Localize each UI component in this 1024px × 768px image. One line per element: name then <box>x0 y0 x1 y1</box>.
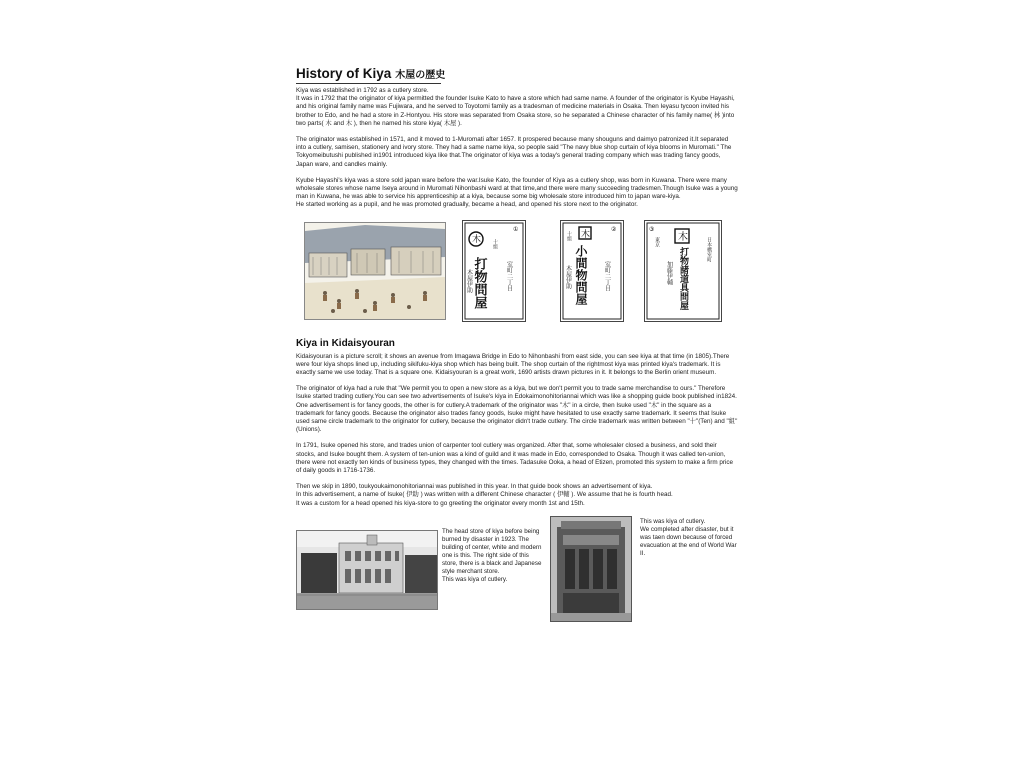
ad-name: 木屋伊助 <box>465 268 473 293</box>
section-paragraph: Kidaisyouran is a picture scroll; it shows an avenue from Imagawa Bridge in Edo to Nihonbashi from east side, you can see kiya at that time (in 1805).There were four kiya shops lined up, including sikifuku-kiya shop which has being built. The shop curtain of the rightmost kiya was printed kiya's trademark. It is exactly same we use today. That is a square one. Kidaisyouran is a great work, 1690 artists drawn pictures in it. It belongs to the Berlin orient museum. <box>296 352 730 377</box>
ad-address: 室町二丁目 <box>603 260 611 291</box>
advertisement-1890 <box>644 220 722 322</box>
document-page <box>296 66 738 626</box>
ad-number: ③ <box>649 225 655 233</box>
historical-images-row <box>296 218 738 330</box>
ad-union: 十組 <box>566 230 572 241</box>
section-paragraph: The originator of kiya had a rule that "We permit you to open a new store as a kiya, but we don't permit you to trade same merchandise to ours." Therefore Isuke started trading cutlery.You can see two advertisements of Isuke's kiya in Edokaimonohitoriannai which was like a shopping guide book published in1824. One advertisement is for fancy goods, the other is for cutlery.A trademark of the originator was "木" in a circle, then Isuke used "木" in the square as a trademark for fancy goods. Because the originator also trades fancy goods, Isuke might have hesitated to use exactly same trademark. It seems that Isuke used same circle trademark to the originator for cutlery, because the originator didn't trade cutlery. The circle trademark was written between "十"(Ten) and "組"(Unions). <box>296 385 738 434</box>
ad-heading: 小間物問屋 <box>574 244 588 305</box>
store-photos-row <box>296 516 738 626</box>
advertisement-cutlery-1824 <box>462 220 526 322</box>
ad-heading: 打物問屋 <box>471 256 487 309</box>
intro-paragraph: Kyube Hayashi's kiya was a store sold japan ware before the war.Isuke Kato, the founder of Kiya as a cutlery shop, was born in Kuwana. There were many wholesale stores whose name Iseya around in Muromati Nihonbashi ward at that time,and there were many succeeding tradesmen.Though Isuke was a young man in Kuwana, he was able to service his apprenticeship at a kiya, because some big wholesale store introduced him to japan ware-kiya. He started working as a pupil, and he was promoted gradually, became a head, and opened his store next to the originator. <box>296 176 738 209</box>
ad-union: 東京 <box>654 236 660 247</box>
ad-trademark: 木 <box>472 234 482 245</box>
page-title-japanese: 木屋の歴史 <box>395 70 446 81</box>
ad-address: 室町二丁目 <box>505 260 513 291</box>
section-heading: Kiya in Kidaisyouran <box>296 337 395 349</box>
advertisement-fancy-goods-1824 <box>560 220 624 322</box>
section-paragraph: In 1791, Isuke opened his store, and trades union of carpenter tool cutlery was organized. After that, some wholesaler closed a business, and sold their stocks, and Isuke bought them. A system of ten-union was a kind of guild and it was made in Edo, corresponded to Osaka. Though it was called ten-union, there were not exactly ten kinds of business types, they changed with the times. Tadasuke Ooka, a head of Etizen, promoted this system to make a firm price of daily goods in 1716-1736. <box>296 442 734 475</box>
ad-name: 加藤伊輔 <box>665 260 673 285</box>
intro-paragraph: Kiya was established in 1792 as a cutlery store. It was in 1792 that the originator of kiya permitted the founder Isuke Kato to have a store which had same name. A founder of the originator is Kyube Hayashi, and his original family name was Fujiwara, and he served to Toyotomi family as a tradesman of medicine materials in Osaka. Then Ieyasu tycoon invited his brother to Edo, and he had a store in Z-Hontyou. His store was separated from Osaka store, so he separated a Chinese character of his family name( 林 )into two parts( 木 and 木 ), then he named his store kiya( 木屋 ). <box>296 87 735 127</box>
section-paragraph: Then we skip in 1890, toukyoukaimonohitoriannai was published in this year. In that guide book shows an advertisement of kiya. In this advertisement, a name of Isuke( 伊助 ) was written with a different Chinese character ( 伊輔 ). We assume that he is fourth head. It was a custom for a head opened his kiya-store to go greeting the originator every month 1st and 15th. <box>296 483 673 507</box>
title-row <box>296 66 738 81</box>
kidaisyouran-scroll-image <box>304 222 446 320</box>
head-store-caption: The head store of kiya before being burned by disaster in 1923. The building of center, white and modern one is this. The right side of this store, there is a black and Japanese style merchant store. This was kiya of cutlery. <box>442 527 542 584</box>
title-underline <box>296 83 441 84</box>
ad-trademark: 木 <box>678 231 688 243</box>
ad-heading: 打物諸道具問屋 <box>678 246 688 310</box>
intro-paragraph: The originator was established in 1571, and it moved to 1-Muromati after 1657. It prospered because many shouguns and daimyo patronized it.It separated into a cutlery, samisen, stationery and ivory store. They had a same name kiya, so people said "The navy blue shop curtain of kiya blooms in Muromati." The Tokyomeibutushi published in1901 introduced kiya like that.The originator of kiya was a today's general trading company which was trading fancy goods, Japan ware, and candles mainly. <box>296 136 732 168</box>
cutlery-store-photo <box>550 516 632 622</box>
ad-address: 日本橋室町 <box>706 236 712 262</box>
page-title: History of Kiya <box>296 66 392 81</box>
ad-number: ② <box>611 225 617 233</box>
head-store-photo <box>296 530 438 610</box>
cutlery-store-caption: This was kiya of cutlery. We completed after disaster, but it was taen down because of forced evacuation at the end of World War II. <box>640 517 737 558</box>
ad-trademark: 木 <box>581 229 591 240</box>
ad-name: 木屋伊助 <box>564 264 572 289</box>
ad-number: ① <box>513 225 519 233</box>
ad-union: 十組 <box>492 238 498 249</box>
